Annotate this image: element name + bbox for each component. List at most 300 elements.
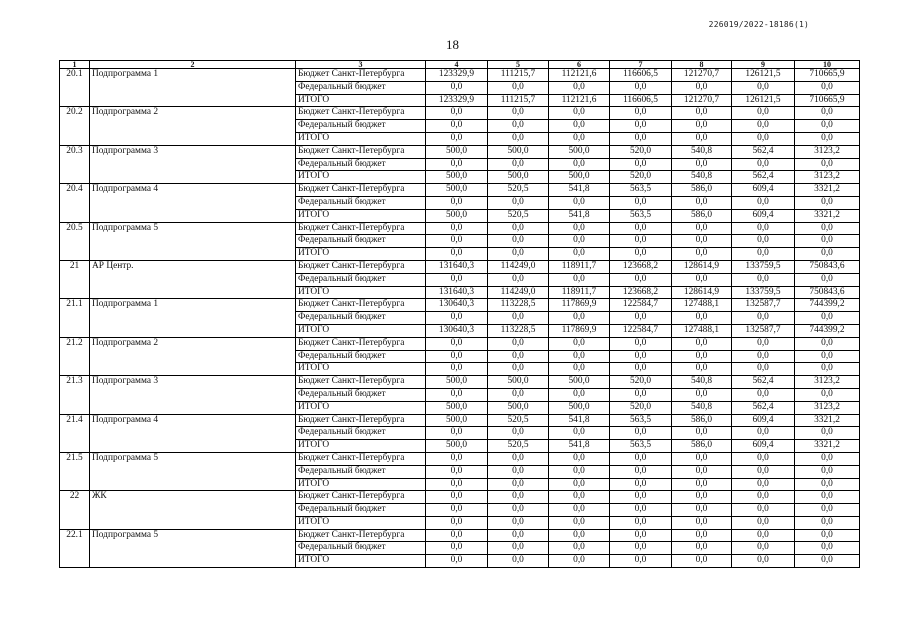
amount-cell: 0,0 xyxy=(426,235,488,248)
amount-cell: 0,0 xyxy=(549,388,610,401)
amount-cell: 0,0 xyxy=(426,158,488,171)
amount-cell: 0,0 xyxy=(732,337,795,350)
amount-cell: 0,0 xyxy=(488,491,549,504)
amount-cell: 0,0 xyxy=(672,81,732,94)
funding-source: ИТОГО xyxy=(296,94,426,107)
amount-cell: 500,0 xyxy=(426,145,488,158)
amount-cell: 0,0 xyxy=(795,542,860,555)
column-header-5: 5 xyxy=(488,61,549,69)
amount-cell: 3321,2 xyxy=(795,440,860,453)
amount-cell: 0,0 xyxy=(672,350,732,363)
amount-cell: 0,0 xyxy=(610,132,672,145)
funding-source: Федеральный бюджет xyxy=(296,465,426,478)
program-name: ЖК xyxy=(90,491,296,529)
funding-source: ИТОГО xyxy=(296,132,426,145)
row-number: 22.1 xyxy=(60,529,90,567)
amount-cell: 540,8 xyxy=(672,145,732,158)
amount-cell: 609,4 xyxy=(732,414,795,427)
funding-source: ИТОГО xyxy=(296,286,426,299)
amount-cell: 0,0 xyxy=(732,120,795,133)
amount-cell: 0,0 xyxy=(610,235,672,248)
amount-cell: 0,0 xyxy=(549,516,610,529)
amount-cell: 0,0 xyxy=(610,81,672,94)
amount-cell: 122584,7 xyxy=(610,299,672,312)
amount-cell: 130640,3 xyxy=(426,324,488,337)
page-number: 18 xyxy=(446,37,459,52)
amount-cell: 0,0 xyxy=(610,158,672,171)
amount-cell: 0,0 xyxy=(795,107,860,120)
amount-cell: 520,5 xyxy=(488,184,549,197)
amount-cell: 0,0 xyxy=(549,81,610,94)
funding-source: ИТОГО xyxy=(296,401,426,414)
amount-cell: 114249,0 xyxy=(488,286,549,299)
amount-cell: 0,0 xyxy=(488,529,549,542)
amount-cell: 0,0 xyxy=(610,350,672,363)
amount-cell: 750843,6 xyxy=(795,286,860,299)
row-number: 20.5 xyxy=(60,222,90,260)
row-number: 20.3 xyxy=(60,145,90,183)
table-row xyxy=(60,337,860,350)
amount-cell: 500,0 xyxy=(426,440,488,453)
amount-cell: 0,0 xyxy=(672,491,732,504)
amount-cell: 0,0 xyxy=(610,478,672,491)
amount-cell: 0,0 xyxy=(426,273,488,286)
amount-cell: 0,0 xyxy=(672,427,732,440)
amount-cell: 0,0 xyxy=(795,337,860,350)
amount-cell: 127488,1 xyxy=(672,324,732,337)
amount-cell: 500,0 xyxy=(426,401,488,414)
amount-cell: 0,0 xyxy=(672,555,732,568)
funding-source: Федеральный бюджет xyxy=(296,81,426,94)
amount-cell: 0,0 xyxy=(610,491,672,504)
amount-cell: 0,0 xyxy=(672,107,732,120)
amount-cell: 0,0 xyxy=(732,465,795,478)
amount-cell: 0,0 xyxy=(426,222,488,235)
funding-source: Бюджет Санкт-Петербурга xyxy=(296,376,426,389)
amount-cell: 0,0 xyxy=(610,222,672,235)
amount-cell: 128614,9 xyxy=(672,260,732,273)
amount-cell: 0,0 xyxy=(795,465,860,478)
amount-cell: 127488,1 xyxy=(672,299,732,312)
amount-cell: 114249,0 xyxy=(488,260,549,273)
amount-cell: 0,0 xyxy=(549,158,610,171)
amount-cell: 0,0 xyxy=(795,478,860,491)
amount-cell: 0,0 xyxy=(732,504,795,517)
amount-cell: 0,0 xyxy=(488,350,549,363)
table-row xyxy=(60,414,860,427)
amount-cell: 0,0 xyxy=(488,235,549,248)
amount-cell: 0,0 xyxy=(549,312,610,325)
amount-cell: 0,0 xyxy=(610,107,672,120)
amount-cell: 0,0 xyxy=(732,312,795,325)
amount-cell: 563,5 xyxy=(610,209,672,222)
budget-table xyxy=(59,60,860,568)
amount-cell: 0,0 xyxy=(549,196,610,209)
amount-cell: 0,0 xyxy=(732,529,795,542)
funding-source: Федеральный бюджет xyxy=(296,312,426,325)
amount-cell: 0,0 xyxy=(732,363,795,376)
amount-cell: 112121,6 xyxy=(549,69,610,82)
amount-cell: 563,5 xyxy=(610,440,672,453)
amount-cell: 0,0 xyxy=(549,452,610,465)
amount-cell: 0,0 xyxy=(549,107,610,120)
amount-cell: 132587,7 xyxy=(732,324,795,337)
row-number: 20.1 xyxy=(60,69,90,107)
amount-cell: 750843,6 xyxy=(795,260,860,273)
program-name: Подпрограмма 4 xyxy=(90,184,296,222)
amount-cell: 0,0 xyxy=(426,465,488,478)
amount-cell: 0,0 xyxy=(610,516,672,529)
amount-cell: 0,0 xyxy=(672,465,732,478)
table-row xyxy=(60,69,860,82)
column-number-row xyxy=(60,61,860,69)
amount-cell: 0,0 xyxy=(795,427,860,440)
amount-cell: 0,0 xyxy=(672,516,732,529)
amount-cell: 540,8 xyxy=(672,171,732,184)
document-id: 226019/2022-18186(1) xyxy=(708,20,809,29)
amount-cell: 0,0 xyxy=(795,120,860,133)
amount-cell: 0,0 xyxy=(549,273,610,286)
amount-cell: 0,0 xyxy=(488,465,549,478)
amount-cell: 541,8 xyxy=(549,184,610,197)
amount-cell: 0,0 xyxy=(426,107,488,120)
funding-source: Федеральный бюджет xyxy=(296,120,426,133)
amount-cell: 0,0 xyxy=(672,452,732,465)
amount-cell: 0,0 xyxy=(488,363,549,376)
amount-cell: 0,0 xyxy=(488,337,549,350)
amount-cell: 0,0 xyxy=(426,350,488,363)
amount-cell: 0,0 xyxy=(732,350,795,363)
amount-cell: 111215,7 xyxy=(488,69,549,82)
amount-cell: 123329,9 xyxy=(426,69,488,82)
column-header-7: 7 xyxy=(610,61,672,69)
amount-cell: 0,0 xyxy=(795,388,860,401)
amount-cell: 0,0 xyxy=(488,273,549,286)
amount-cell: 0,0 xyxy=(549,363,610,376)
amount-cell: 0,0 xyxy=(672,222,732,235)
amount-cell: 121270,7 xyxy=(672,94,732,107)
table-row xyxy=(60,491,860,504)
amount-cell: 0,0 xyxy=(610,465,672,478)
amount-cell: 0,0 xyxy=(549,504,610,517)
amount-cell: 123668,2 xyxy=(610,260,672,273)
funding-source: Бюджет Санкт-Петербурга xyxy=(296,69,426,82)
amount-cell: 562,4 xyxy=(732,376,795,389)
amount-cell: 0,0 xyxy=(610,248,672,261)
amount-cell: 0,0 xyxy=(549,491,610,504)
amount-cell: 0,0 xyxy=(488,312,549,325)
amount-cell: 0,0 xyxy=(549,248,610,261)
amount-cell: 3123,2 xyxy=(795,171,860,184)
amount-cell: 0,0 xyxy=(610,388,672,401)
amount-cell: 744399,2 xyxy=(795,324,860,337)
column-header-1: 1 xyxy=(60,61,90,69)
amount-cell: 710665,9 xyxy=(795,69,860,82)
amount-cell: 500,0 xyxy=(549,171,610,184)
funding-source: Федеральный бюджет xyxy=(296,158,426,171)
amount-cell: 0,0 xyxy=(426,312,488,325)
program-name: Подпрограмма 5 xyxy=(90,529,296,567)
amount-cell: 520,0 xyxy=(610,145,672,158)
amount-cell: 0,0 xyxy=(426,81,488,94)
funding-source: ИТОГО xyxy=(296,516,426,529)
amount-cell: 3123,2 xyxy=(795,376,860,389)
amount-cell: 540,8 xyxy=(672,401,732,414)
amount-cell: 0,0 xyxy=(610,196,672,209)
funding-source: ИТОГО xyxy=(296,324,426,337)
amount-cell: 0,0 xyxy=(426,388,488,401)
program-name: Подпрограмма 4 xyxy=(90,414,296,452)
amount-cell: 0,0 xyxy=(795,222,860,235)
amount-cell: 500,0 xyxy=(549,401,610,414)
amount-cell: 586,0 xyxy=(672,414,732,427)
column-header-8: 8 xyxy=(672,61,732,69)
table-row xyxy=(60,260,860,273)
row-number: 21.4 xyxy=(60,414,90,452)
amount-cell: 0,0 xyxy=(549,120,610,133)
amount-cell: 0,0 xyxy=(672,363,732,376)
table-row xyxy=(60,145,860,158)
amount-cell: 3123,2 xyxy=(795,145,860,158)
amount-cell: 118911,7 xyxy=(549,260,610,273)
amount-cell: 0,0 xyxy=(732,132,795,145)
amount-cell: 0,0 xyxy=(732,478,795,491)
row-number: 22 xyxy=(60,491,90,529)
row-number: 20.4 xyxy=(60,184,90,222)
amount-cell: 126121,5 xyxy=(732,69,795,82)
amount-cell: 0,0 xyxy=(610,273,672,286)
funding-source: Федеральный бюджет xyxy=(296,350,426,363)
table-row xyxy=(60,222,860,235)
amount-cell: 0,0 xyxy=(672,312,732,325)
amount-cell: 500,0 xyxy=(426,414,488,427)
amount-cell: 0,0 xyxy=(795,273,860,286)
program-name: Подпрограмма 5 xyxy=(90,222,296,260)
amount-cell: 0,0 xyxy=(732,222,795,235)
amount-cell: 0,0 xyxy=(672,132,732,145)
funding-source: Федеральный бюджет xyxy=(296,427,426,440)
amount-cell: 0,0 xyxy=(672,248,732,261)
amount-cell: 131640,3 xyxy=(426,260,488,273)
amount-cell: 500,0 xyxy=(488,376,549,389)
funding-source: Бюджет Санкт-Петербурга xyxy=(296,529,426,542)
amount-cell: 0,0 xyxy=(549,478,610,491)
funding-source: ИТОГО xyxy=(296,248,426,261)
amount-cell: 0,0 xyxy=(426,555,488,568)
amount-cell: 563,5 xyxy=(610,184,672,197)
amount-cell: 0,0 xyxy=(732,107,795,120)
amount-cell: 0,0 xyxy=(672,388,732,401)
amount-cell: 586,0 xyxy=(672,209,732,222)
amount-cell: 500,0 xyxy=(426,376,488,389)
amount-cell: 0,0 xyxy=(795,235,860,248)
amount-cell: 500,0 xyxy=(549,376,610,389)
amount-cell: 0,0 xyxy=(795,248,860,261)
funding-source: Бюджет Санкт-Петербурга xyxy=(296,260,426,273)
amount-cell: 0,0 xyxy=(549,465,610,478)
table-row xyxy=(60,299,860,312)
amount-cell: 117869,9 xyxy=(549,324,610,337)
amount-cell: 0,0 xyxy=(549,132,610,145)
amount-cell: 0,0 xyxy=(426,478,488,491)
amount-cell: 0,0 xyxy=(672,337,732,350)
amount-cell: 123329,9 xyxy=(426,94,488,107)
amount-cell: 0,0 xyxy=(426,120,488,133)
funding-source: ИТОГО xyxy=(296,555,426,568)
amount-cell: 0,0 xyxy=(795,504,860,517)
amount-cell: 0,0 xyxy=(732,427,795,440)
amount-cell: 541,8 xyxy=(549,209,610,222)
amount-cell: 0,0 xyxy=(795,363,860,376)
amount-cell: 113228,5 xyxy=(488,324,549,337)
amount-cell: 0,0 xyxy=(672,196,732,209)
program-name: Подпрограмма 1 xyxy=(90,299,296,337)
amount-cell: 0,0 xyxy=(795,81,860,94)
program-name: Подпрограмма 1 xyxy=(90,69,296,107)
amount-cell: 0,0 xyxy=(488,248,549,261)
amount-cell: 113228,5 xyxy=(488,299,549,312)
amount-cell: 0,0 xyxy=(795,555,860,568)
amount-cell: 0,0 xyxy=(488,388,549,401)
amount-cell: 0,0 xyxy=(732,196,795,209)
amount-cell: 0,0 xyxy=(610,427,672,440)
row-number: 21.2 xyxy=(60,337,90,375)
amount-cell: 0,0 xyxy=(549,337,610,350)
amount-cell: 0,0 xyxy=(488,158,549,171)
amount-cell: 0,0 xyxy=(795,529,860,542)
amount-cell: 563,5 xyxy=(610,414,672,427)
amount-cell: 0,0 xyxy=(488,542,549,555)
amount-cell: 0,0 xyxy=(672,504,732,517)
amount-cell: 112121,6 xyxy=(549,94,610,107)
amount-cell: 0,0 xyxy=(795,158,860,171)
funding-source: Бюджет Санкт-Петербурга xyxy=(296,184,426,197)
amount-cell: 500,0 xyxy=(426,184,488,197)
funding-source: Бюджет Санкт-Петербурга xyxy=(296,491,426,504)
program-name: Подпрограмма 3 xyxy=(90,145,296,183)
amount-cell: 500,0 xyxy=(549,145,610,158)
funding-source: Федеральный бюджет xyxy=(296,235,426,248)
amount-cell: 520,0 xyxy=(610,171,672,184)
amount-cell: 0,0 xyxy=(488,516,549,529)
amount-cell: 0,0 xyxy=(732,491,795,504)
amount-cell: 117869,9 xyxy=(549,299,610,312)
column-header-4: 4 xyxy=(426,61,488,69)
amount-cell: 0,0 xyxy=(732,158,795,171)
funding-source: ИТОГО xyxy=(296,209,426,222)
amount-cell: 500,0 xyxy=(488,145,549,158)
program-name: Подпрограмма 5 xyxy=(90,452,296,490)
amount-cell: 0,0 xyxy=(610,555,672,568)
column-header-9: 9 xyxy=(732,61,795,69)
amount-cell: 0,0 xyxy=(610,120,672,133)
amount-cell: 520,5 xyxy=(488,209,549,222)
amount-cell: 0,0 xyxy=(732,248,795,261)
amount-cell: 0,0 xyxy=(672,529,732,542)
amount-cell: 0,0 xyxy=(732,81,795,94)
amount-cell: 3321,2 xyxy=(795,414,860,427)
amount-cell: 541,8 xyxy=(549,414,610,427)
amount-cell: 0,0 xyxy=(549,235,610,248)
funding-source: ИТОГО xyxy=(296,478,426,491)
amount-cell: 0,0 xyxy=(795,312,860,325)
amount-cell: 744399,2 xyxy=(795,299,860,312)
amount-cell: 0,0 xyxy=(426,363,488,376)
amount-cell: 0,0 xyxy=(610,504,672,517)
amount-cell: 132587,7 xyxy=(732,299,795,312)
amount-cell: 0,0 xyxy=(795,491,860,504)
amount-cell: 520,5 xyxy=(488,414,549,427)
column-header-10: 10 xyxy=(795,61,860,69)
amount-cell: 0,0 xyxy=(549,222,610,235)
amount-cell: 0,0 xyxy=(488,107,549,120)
amount-cell: 0,0 xyxy=(672,478,732,491)
funding-source: Бюджет Санкт-Петербурга xyxy=(296,337,426,350)
amount-cell: 3321,2 xyxy=(795,209,860,222)
amount-cell: 0,0 xyxy=(426,504,488,517)
amount-cell: 0,0 xyxy=(426,427,488,440)
amount-cell: 122584,7 xyxy=(610,324,672,337)
amount-cell: 0,0 xyxy=(672,235,732,248)
amount-cell: 0,0 xyxy=(672,542,732,555)
row-number: 21 xyxy=(60,260,90,298)
amount-cell: 541,8 xyxy=(549,440,610,453)
amount-cell: 520,0 xyxy=(610,401,672,414)
amount-cell: 3321,2 xyxy=(795,184,860,197)
funding-source: Бюджет Санкт-Петербурга xyxy=(296,299,426,312)
amount-cell: 500,0 xyxy=(426,171,488,184)
amount-cell: 121270,7 xyxy=(672,69,732,82)
amount-cell: 0,0 xyxy=(488,132,549,145)
amount-cell: 131640,3 xyxy=(426,286,488,299)
program-name: Подпрограмма 2 xyxy=(90,107,296,145)
amount-cell: 500,0 xyxy=(488,401,549,414)
amount-cell: 130640,3 xyxy=(426,299,488,312)
amount-cell: 562,4 xyxy=(732,145,795,158)
amount-cell: 520,0 xyxy=(610,376,672,389)
funding-source: Федеральный бюджет xyxy=(296,196,426,209)
amount-cell: 0,0 xyxy=(795,196,860,209)
amount-cell: 0,0 xyxy=(732,542,795,555)
amount-cell: 0,0 xyxy=(610,452,672,465)
amount-cell: 0,0 xyxy=(488,427,549,440)
amount-cell: 0,0 xyxy=(610,337,672,350)
funding-source: Федеральный бюджет xyxy=(296,504,426,517)
funding-source: Бюджет Санкт-Петербурга xyxy=(296,145,426,158)
funding-source: Федеральный бюджет xyxy=(296,273,426,286)
amount-cell: 0,0 xyxy=(732,555,795,568)
amount-cell: 123668,2 xyxy=(610,286,672,299)
table-body xyxy=(60,61,860,568)
amount-cell: 0,0 xyxy=(610,363,672,376)
table-row xyxy=(60,376,860,389)
program-name: Подпрограмма 2 xyxy=(90,337,296,375)
amount-cell: 500,0 xyxy=(488,171,549,184)
amount-cell: 710665,9 xyxy=(795,94,860,107)
amount-cell: 0,0 xyxy=(732,273,795,286)
amount-cell: 0,0 xyxy=(795,350,860,363)
amount-cell: 586,0 xyxy=(672,184,732,197)
amount-cell: 111215,7 xyxy=(488,94,549,107)
amount-cell: 586,0 xyxy=(672,440,732,453)
amount-cell: 3123,2 xyxy=(795,401,860,414)
amount-cell: 0,0 xyxy=(549,427,610,440)
funding-source: Бюджет Санкт-Петербурга xyxy=(296,452,426,465)
amount-cell: 0,0 xyxy=(426,337,488,350)
amount-cell: 500,0 xyxy=(426,209,488,222)
amount-cell: 0,0 xyxy=(488,196,549,209)
row-number: 21.3 xyxy=(60,376,90,414)
